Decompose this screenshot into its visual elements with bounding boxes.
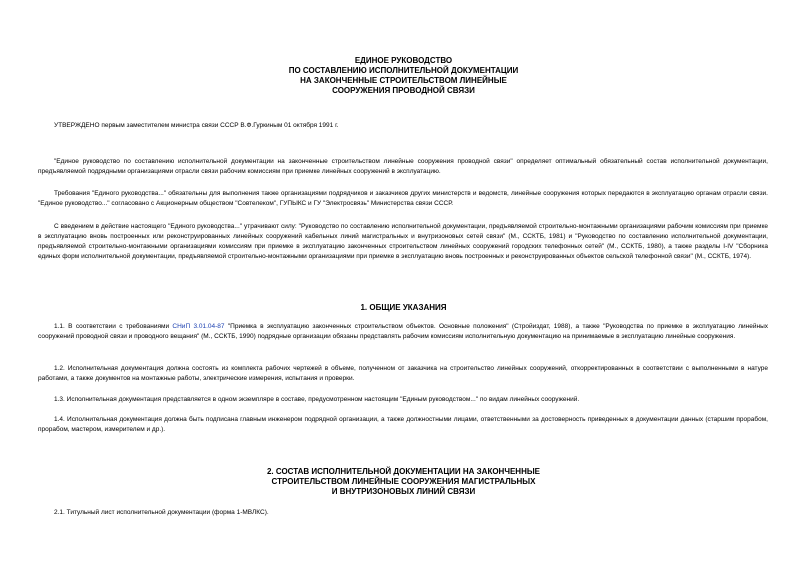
section-2-title-line: СТРОИТЕЛЬСТВОМ ЛИНЕЙНЫЕ СООРУЖЕНИЯ МАГИСТРАЛЬНЫХ [271,477,536,486]
intro-paragraph: С введением в действие настоящего "Единого руководства..." утрачивают силу: "Руководство по составлению исполнительной документации, предъявляемой строительно-монтажными организациями рабочим комиссиям при приемке в эксплуатацию вновь построенных или реконструированных линейных сооружений кабельных линий магистральных и внутризоновых сетей связи" (М., ССКТБ, 1981) и "Руководство по составлению исполнительной документации, предъявляемой строительно-монтажными организациями комиссиям при приемке в эксплуатацию законченных строительством линейных сооружений городских телефонных сетей" (М., ССКТБ, 1980), а также разделы I-IV "Сборника единых форм исполнительной документации, предъявляемой строительно-монтажными организациями при приемке в эксплуатацию вновь построенных и реконструированных объектов сельской телефонной связи" (М., ССКТБ, 1974). [38,223,768,260]
paragraph-1-4: 1.4. Исполнительная документация должна быть подписана главным инженером подрядной организации, а также должностными лицами, ответственными за достоверность приведенных в документации данных (старшим прорабом, прорабом, мастером, измерителем и др.). [38,416,768,433]
paragraph-2-1: 2.1. Титульный лист исполнительной документации (форма 1-МВЛКС). [54,509,269,516]
title-line: ПО СОСТАВЛЕНИЮ ИСПОЛНИТЕЛЬНОЙ ДОКУМЕНТАЦИИ [288,66,519,75]
snip-link[interactable]: СНиП 3.01.04-87 [172,323,225,330]
paragraph-1-3: 1.3. Исполнительная документация представляется в одном экземпляре в составе, предусмотренном настоящим "Единым руководством..." по видам линейных сооружений. [54,396,580,403]
intro-paragraph: Требования "Единого руководства..." обязательны для выполнения также организациями подрядчиков и заказчиков других министерств и ведомств, линейные сооружения которых передаются в эксплуатацию органам отрасли связи. "Единое руководство..." согласовано с Акционерным обществом "Совтелеком", ГУПЫКС и ГУ "Электросвязь" Министерства связи СССР. [38,190,768,207]
title-line: НА ЗАКОНЧЕННЫЕ СТРОИТЕЛЬСТВОМ ЛИНЕЙНЫЕ [300,76,507,85]
approval-note: УТВЕРЖДЕНО первым заместителем министра связи СССР В.Ф.Гуркиным 01 октября 1991 г. [54,122,339,129]
title-line: ЕДИНОЕ РУКОВОДСТВО [354,56,453,65]
paragraph-1-2: 1.2. Исполнительная документация должна состоять из комплекта рабочих чертежей в объеме, полученном от заказчика на строительство линейных сооружений, откорректированных в соответствии с выполненными в натуре работами, а также документов на монтажные работы, электрические измерения, испытания и проверки. [38,365,768,382]
section-2-title-line: 2. СОСТАВ ИСПОЛНИТЕЛЬНОЙ ДОКУМЕНТАЦИИ НА ЗАКОНЧЕННЫЕ [266,467,541,476]
paragraph-1-1-start: 1.1. В соответствии с требованиями [54,323,173,330]
section-2-title-line: И ВНУТРИЗОНОВЫХ ЛИНИЙ СВЯЗИ [331,487,476,496]
section-1-title: 1. ОБЩИЕ УКАЗАНИЯ [360,303,447,312]
section-2-title [0,467,807,497]
document-title [0,56,807,96]
paragraph-1-1 [38,322,768,342]
intro-paragraph: "Единое руководство по составлению исполнительной документации на законченные строительством линейные сооружения проводной связи" определяет оптимальный обязательный состав исполнительной документации, предъявляемой подрядными организациями отрасли связи рабочим комиссиям при приемке линейных сооружений в эксплуатацию. [38,158,768,175]
paragraph-1-1-end: "Приемка в эксплуатацию законченных строительством объектов. Основные положения" (Стройиздат, 1988), а также "Руководства по приемке в эксплуатацию линейных сооружений проводной связи и проводного вещания" (М., ССКТБ, 1990) подрядные организации обязаны представлять рабочим комиссиям исполнительную документацию на принимаемые в эксплуатацию линейные сооружения. [38,323,768,340]
title-line: СООРУЖЕНИЯ ПРОВОДНОЙ СВЯЗИ [332,86,475,95]
